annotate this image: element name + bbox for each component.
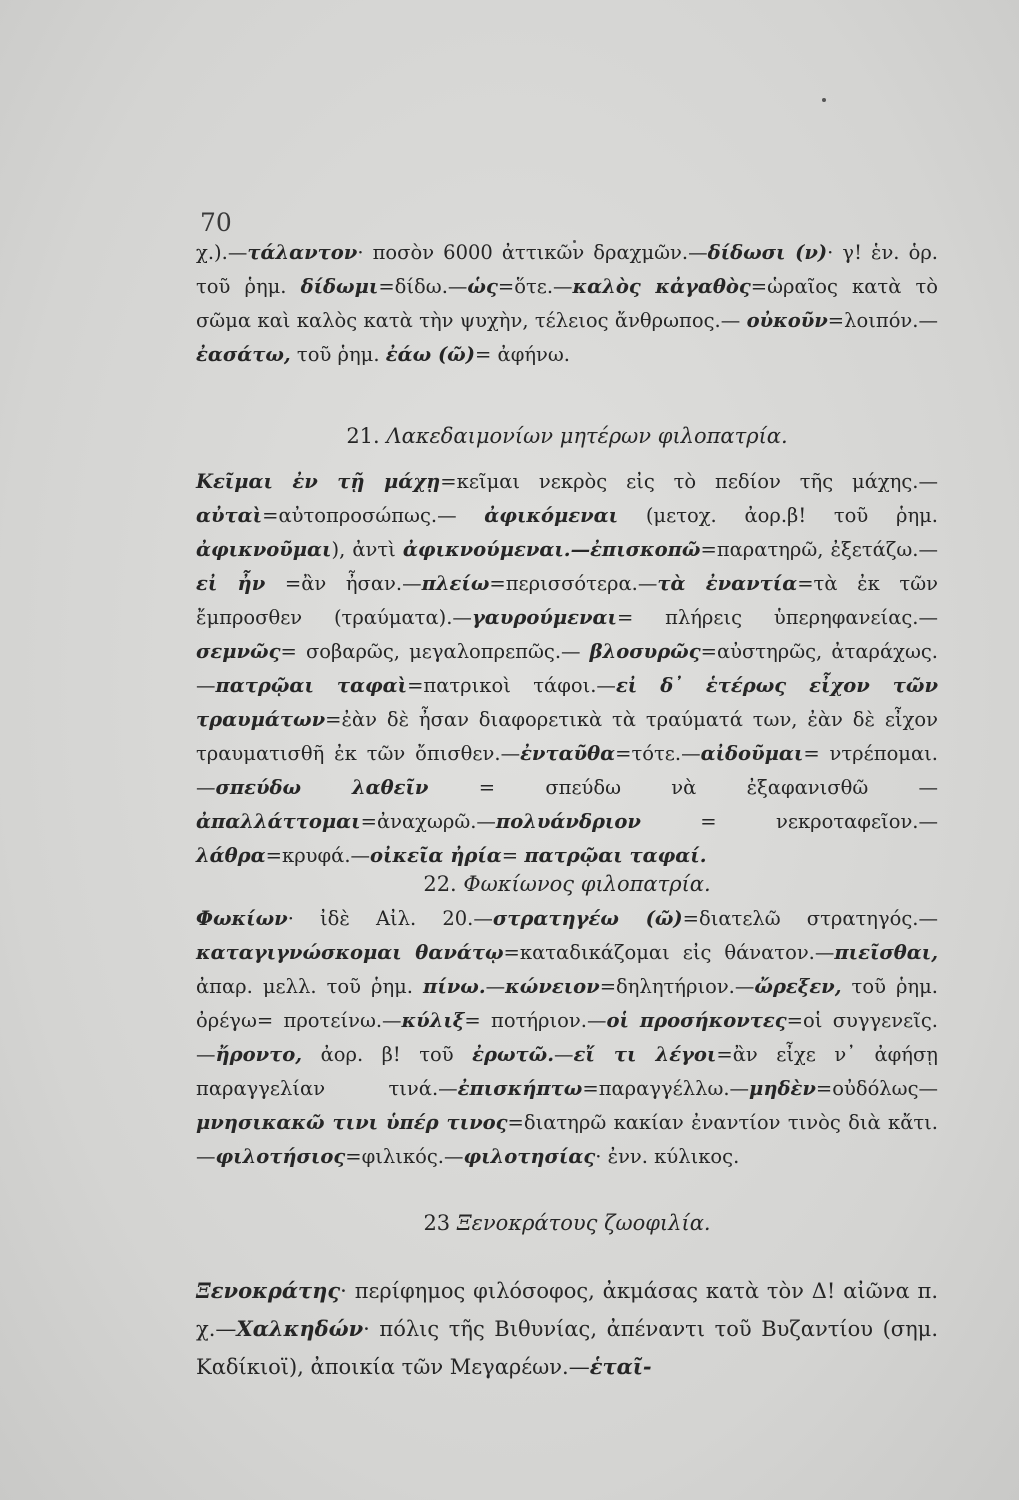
entry-20-continuation: χ.).—τάλαντον· ποσὸν 6000 ἀττικῶν δραχμῶν.—δίδωσι (ν)· γ! ἑν. ὁρ. τοῦ ῥημ. δίδωμι=δίδω.—ὡς=ὅτε.—καλὸς κἀγαθὸς=ὡραῖος κατὰ τὸ σῶμα καὶ καλὸς κατὰ τὴν ψυχὴν, τέλειος ἄνθρωπος.— οὐκοῦν=λοιπόν.—ἐασάτω, τοῦ ῥημ. ἐάω (ῶ)= ἀφήνω.	[196, 241, 938, 366]
section-22-text: Φωκίων· ἰδὲ Αἰλ. 20.—στρατηγέω (ῶ)=διατελῶ στρατηγός.—καταγιγνώσκομαι θανάτῳ=καταδικάζομαι εἰς θάνατον.—πιεῖσθαι, ἀπαρ. μελλ. τοῦ ῥημ. πίνω.—κώνειον=δηλητήριον.—ὤρεξεν, τοῦ ῥημ. ὀρέγω= προτείνω.—κύλιξ= ποτήριον.—οἱ προσήκοντες=οἱ συγγενεῖς.—ἤροντο, ἀορ. β! τοῦ ἐρωτῶ.—εἴ τι λέγοι=ἂν εἶχε ν᾽ ἀφήσῃ παραγγελίαν τινά.—ἐπισκήπτω=παραγγέλλω.—μηδὲν=οὐδόλως—μνησικακῶ τινι ὑπέρ τινος=διατηρῶ κακίαν ἐναντίον τινὸς διὰ κἄτι.—φιλοτήσιος=φιλικός.—φιλοτησίας· ἐνν. κύλικος.	[196, 907, 938, 1168]
section-22-heading	[196, 872, 938, 896]
section-21-title: Λακεδαιμονίων μητέρων φιλοπατρία.	[386, 424, 788, 448]
page-number: 70	[200, 208, 232, 237]
section-22-title: Φωκίωνος φιλοπατρία.	[463, 872, 711, 896]
ink-speck	[822, 98, 826, 102]
section-23-title: Ξενοκράτους ζωοφιλία.	[456, 1211, 711, 1235]
section-23-number: 23	[423, 1211, 451, 1235]
section-23-heading	[196, 1211, 938, 1235]
section-21-text: Κεῖμαι ἐν τῇ μάχῃ=κεῖμαι νεκρὸς εἰς τὸ πεδίον τῆς μάχης.—αὐταὶ=αὐτοπροσώπως.— ἀφικόμεναι (μετοχ. ἀορ.β! τοῦ ῥημ. ἀφικνοῦμαι), ἀντὶ ἀφικνούμεναι.—ἐπισκοπῶ=παρατηρῶ, ἐξετάζω.—εἰ ἦν =ἂν ἦσαν.—πλείω=περισσότερα.—τὰ ἐναντία=τὰ ἐκ τῶν ἔμπροσθεν (τραύματα).—γαυρούμεναι= πλήρεις ὑπερηφανείας.—σεμνῶς= σοβαρῶς, μεγαλοπρεπῶς.— βλοσυρῶς=αὐστηρῶς, ἀταράχως.—πατρῷαι ταφαὶ=πατρικοὶ τάφοι.—εἰ δ᾽ ἑτέρως εἶχον τῶν τραυμάτων=ἐὰν δὲ ἦσαν διαφορετικὰ τὰ τραύματά των, ἐὰν δὲ εἶχον τραυματισθῆ ἐκ τῶν ὄπισθεν.—ἐνταῦθα=τότε.—αἰδοῦμαι= ντρέπομαι.—σπεύδω λαθεῖν = σπεύδω νὰ ἐξαφανισθῶ —ἀπαλλάττομαι=ἀναχωρῶ.—πολυάνδριον = νεκροταφεῖον.—λάθρα=κρυφά.—οἰκεῖα ἠρία= πατρῷαι ταφαί.	[196, 470, 938, 867]
section-23-text: Ξενοκράτης· περίφημος φιλόσοφος, ἀκμάσας κατὰ τὸν Δ! αἰῶνα π. χ.—Χαλκηδών· πόλις τῆς Βιθυνίας, ἀπέναντι τοῦ Βυζαντίου (σημ. Καδίκιοϊ), ἀποικία τῶν Μεγαρέων.—ἑταῖ-	[196, 1278, 938, 1379]
section-21-heading	[196, 424, 938, 448]
section-21-number: 21.	[346, 424, 380, 448]
section-22-number: 22.	[423, 872, 457, 896]
